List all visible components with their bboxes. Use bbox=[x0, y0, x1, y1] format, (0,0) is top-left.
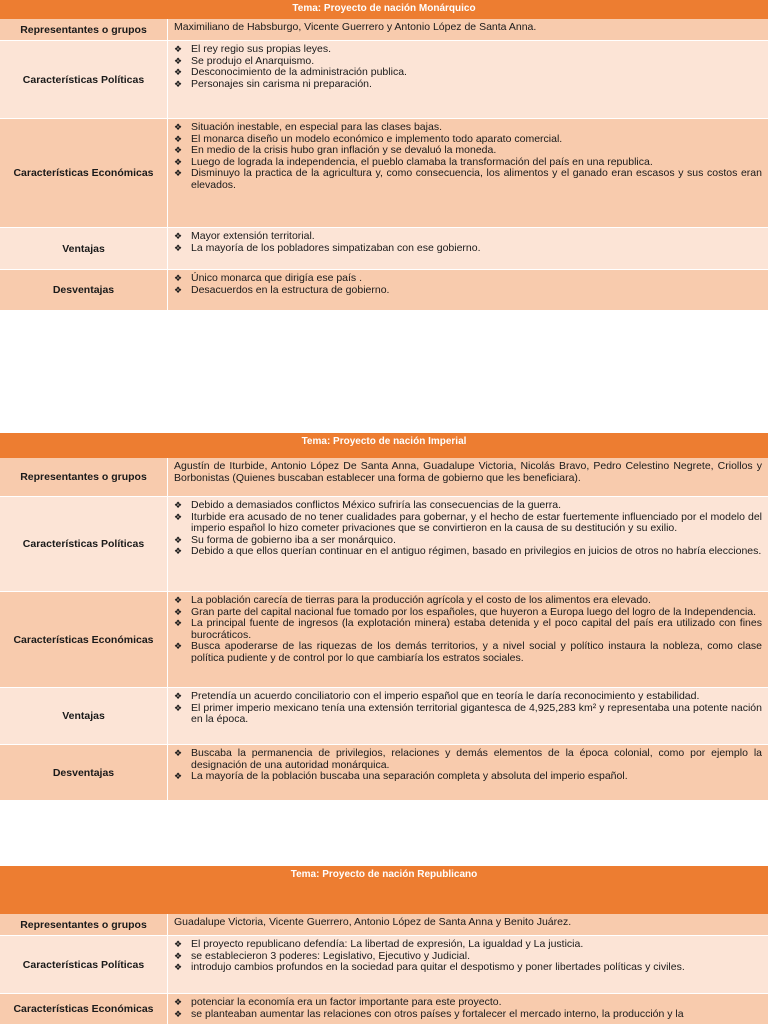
diamond-bullet-icon: ❖ bbox=[174, 500, 183, 510]
list-item: ❖ Debido a que ellos querían continuar en el antiguo régimen, basado en privilegios en juicios de otros no habría elecciones. bbox=[174, 545, 762, 557]
table-row bbox=[0, 936, 768, 994]
diamond-bullet-icon: ❖ bbox=[174, 618, 183, 628]
row-text: Guadalupe Victoria, Vicente Guerrero, Antonio López de Santa Anna y Benito Juárez. bbox=[174, 916, 572, 928]
diamond-bullet-icon: ❖ bbox=[174, 156, 183, 167]
list-item: ❖ Iturbide era acusado de no tener cualidades para gobernar, y el hecho de estar fuertemente influenciado por el modelo del imperio español lo hizo cometer privaciones que se convirtieron en la causa de su destitución y su exilio. bbox=[174, 510, 762, 534]
row-label: Características Políticas bbox=[0, 497, 168, 591]
diamond-bullet-icon: ❖ bbox=[174, 133, 183, 144]
table-row bbox=[0, 228, 768, 270]
table-row bbox=[0, 270, 768, 311]
list-item: ❖ Se produjo el Anarquismo. bbox=[174, 54, 315, 67]
list-item: ❖ Pretendía un acuerdo conciliatorio con el imperio español que en teoría le daría reconocimiento y estabilidad. bbox=[174, 690, 700, 702]
diamond-bullet-icon: ❖ bbox=[174, 78, 183, 89]
table-monarquico bbox=[0, 0, 768, 311]
diamond-bullet-icon: ❖ bbox=[174, 950, 183, 961]
diamond-bullet-icon: ❖ bbox=[174, 67, 183, 77]
list-item: ❖ Luego de lograda la independencia, el pueblo clamaba la transformación del país en una republica. bbox=[174, 155, 653, 168]
row-label: Representantes o grupos bbox=[0, 914, 168, 935]
table-row bbox=[0, 41, 768, 119]
list-item: ❖ La población carecía de tierras para la producción agrícola y el costo de los alimentos era elevado. bbox=[174, 594, 651, 606]
row-label: Características Políticas bbox=[0, 41, 168, 118]
table-row bbox=[0, 458, 768, 497]
diamond-bullet-icon: ❖ bbox=[174, 962, 183, 972]
list-item: ❖ La mayoría de los pobladores simpatizaban con ese gobierno. bbox=[174, 241, 481, 254]
table-row bbox=[0, 914, 768, 936]
list-item: ❖ potenciar la economía era un factor importante para este proyecto. bbox=[174, 996, 502, 1008]
list-item: ❖ Mayor extensión territorial. bbox=[174, 230, 315, 242]
diamond-bullet-icon: ❖ bbox=[174, 997, 183, 1007]
list-item: ❖ introdujo cambios profundos en la sociedad para quitar el despotismo y poner libertades políticas y civiles. bbox=[174, 961, 685, 973]
list-item: ❖ Su forma de gobierno iba a ser monárquico. bbox=[174, 533, 396, 546]
table-title: Tema: Proyecto de nación Monárquico bbox=[0, 0, 768, 19]
diamond-bullet-icon: ❖ bbox=[174, 55, 183, 66]
list-item: ❖ Personajes sin carisma ni preparación. bbox=[174, 77, 372, 90]
row-label: Ventajas bbox=[0, 688, 168, 744]
diamond-bullet-icon: ❖ bbox=[174, 145, 183, 155]
list-item: ❖ Debido a demasiados conflictos México sufriría las consecuencias de la guerra. bbox=[174, 499, 562, 511]
table-row bbox=[0, 592, 768, 688]
table-title: Tema: Proyecto de nación Republicano bbox=[0, 866, 768, 914]
table-row bbox=[0, 497, 768, 592]
diamond-bullet-icon: ❖ bbox=[174, 691, 183, 701]
diamond-bullet-icon: ❖ bbox=[174, 534, 183, 545]
diamond-bullet-icon: ❖ bbox=[174, 44, 183, 54]
list-item: ❖ se planteaban aumentar las relaciones con otros países y fortalecer el mercado interno, la producción y la bbox=[174, 1007, 684, 1020]
list-item: ❖ Buscaba la permanencia de privilegios, relaciones y demás elementos de la época colonial, como por ejemplo la designación de una autoridad monárquica. bbox=[174, 747, 762, 771]
table-title: Tema: Proyecto de nación Imperial bbox=[0, 433, 768, 458]
list-item: ❖ se establecieron 3 poderes: Legislativo, Ejecutivo y Judicial. bbox=[174, 949, 470, 962]
diamond-bullet-icon: ❖ bbox=[174, 122, 183, 132]
diamond-bullet-icon: ❖ bbox=[174, 231, 183, 241]
row-label: Representantes o grupos bbox=[0, 458, 168, 496]
diamond-bullet-icon: ❖ bbox=[174, 546, 183, 556]
row-label: Características Económicas bbox=[0, 994, 168, 1024]
list-item: ❖ Desacuerdos en la estructura de gobierno. bbox=[174, 283, 390, 296]
list-item: ❖ El rey regio sus propias leyes. bbox=[174, 43, 332, 55]
row-text: Maximiliano de Habsburgo, Vicente Guerrero y Antonio López de Santa Anna. bbox=[174, 21, 537, 33]
list-item: ❖ Desconocimiento de la administración publica. bbox=[174, 66, 407, 78]
diamond-bullet-icon: ❖ bbox=[174, 939, 183, 949]
diamond-bullet-icon: ❖ bbox=[174, 702, 183, 713]
list-item: ❖ Situación inestable, en especial para las clases bajas. bbox=[174, 121, 442, 133]
diamond-bullet-icon: ❖ bbox=[174, 748, 183, 758]
row-label: Desventajas bbox=[0, 270, 168, 310]
diamond-bullet-icon: ❖ bbox=[174, 1008, 183, 1019]
diamond-bullet-icon: ❖ bbox=[174, 771, 183, 781]
list-item: ❖ La principal fuente de ingresos (la explotación minera) estaba detenida y el poco capital del país era utilizado con fines burocráticos. bbox=[174, 617, 762, 641]
list-item: ❖ Gran parte del capital nacional fue tomado por los españoles, que huyeron a Europa luego del logro de la Independencia. bbox=[174, 605, 757, 618]
diamond-bullet-icon: ❖ bbox=[174, 511, 183, 522]
diamond-bullet-icon: ❖ bbox=[174, 595, 183, 605]
diamond-bullet-icon: ❖ bbox=[174, 606, 183, 617]
table-row bbox=[0, 119, 768, 228]
row-label: Características Económicas bbox=[0, 119, 168, 227]
list-item: ❖ Único monarca que dirigía ese país . bbox=[174, 272, 363, 284]
table-row bbox=[0, 994, 768, 1024]
row-label: Características Económicas bbox=[0, 592, 168, 687]
table-row bbox=[0, 19, 768, 41]
table-row bbox=[0, 688, 768, 745]
list-item: ❖ El primer imperio mexicano tenía una extensión territorial gigantesca de 4,925,283 km² y representaba una potente nación en la época. bbox=[174, 701, 762, 725]
list-item: ❖ En medio de la crisis hubo gran inflación y se devaluó la moneda. bbox=[174, 144, 497, 156]
diamond-bullet-icon: ❖ bbox=[174, 168, 183, 178]
table-republicano bbox=[0, 866, 768, 1024]
list-item: ❖ Disminuyo la practica de la agricultura y, como consecuencia, los alimentos y el ganado eran escasos y sus costos eran elevados. bbox=[174, 167, 762, 191]
row-label: Desventajas bbox=[0, 745, 168, 800]
diamond-bullet-icon: ❖ bbox=[174, 273, 183, 283]
row-text: Agustín de Iturbide, Antonio López De Santa Anna, Guadalupe Victoria, Nicolás Bravo, Pedro Celestino Negrete, Criollos y Borbonistas (Quienes buscaban establecer una forma de gobierno que les beneficiara). bbox=[174, 460, 762, 484]
list-item: ❖ El monarca diseño un modelo económico e implemento todo aparato comercial. bbox=[174, 132, 563, 145]
list-item: ❖ Busca apoderarse de las riquezas de los demás territorios, y a nivel social y político instaura la nobleza, como clase política pudiente y de control por lo que cambiaría los estratos sociales. bbox=[174, 640, 762, 664]
row-label: Ventajas bbox=[0, 228, 168, 269]
diamond-bullet-icon: ❖ bbox=[174, 284, 183, 295]
list-item: ❖ El proyecto republicano defendía: La libertad de expresión, La igualdad y La justicia. bbox=[174, 938, 584, 950]
row-label: Características Políticas bbox=[0, 936, 168, 993]
row-label: Representantes o grupos bbox=[0, 19, 168, 40]
diamond-bullet-icon: ❖ bbox=[174, 242, 183, 253]
list-item: ❖ La mayoría de la población buscaba una separación completa y absoluta del imperio español. bbox=[174, 770, 628, 782]
diamond-bullet-icon: ❖ bbox=[174, 641, 183, 651]
table-imperial bbox=[0, 433, 768, 801]
table-row bbox=[0, 745, 768, 801]
